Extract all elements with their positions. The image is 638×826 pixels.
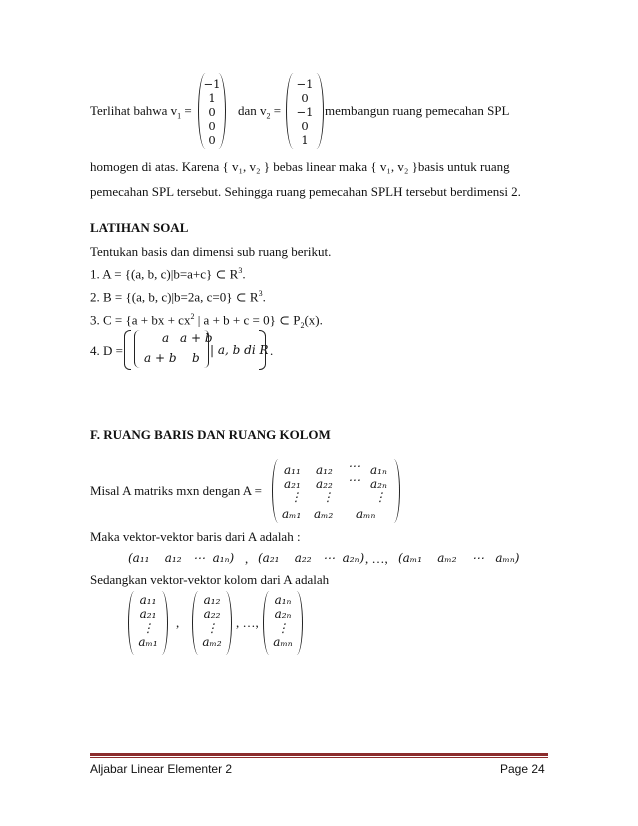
misal-text: Misal A matriks mxn dengan A =: [90, 483, 262, 498]
vector-v1: −1 1 0 0 0: [198, 73, 226, 149]
kolom-intro: Sedangkan vektor-vektor kolom dari A adalah: [90, 572, 330, 587]
row-sep-1: ,: [245, 551, 249, 566]
exercise-4-matrix-a: a: [162, 331, 170, 345]
row-vector-1: (a₁₁ a₁₂ ⋯ a₁ₙ): [128, 551, 235, 565]
exercise-4-set-brace-left: [124, 330, 131, 370]
para1-suffix: membangun ruang pemecahan SPL: [325, 103, 510, 118]
footer-page-number: Page 24: [500, 762, 545, 776]
latihan-heading: LATIHAN SOAL: [90, 220, 189, 235]
column-vector-2: a₁₂ a₂₂ ⋮ aₘ₂: [192, 591, 232, 655]
exercise-4-matrix-paren-left: [134, 330, 141, 368]
matrix-a: a₁₁ a₁₂ ⋯ a₁ₙ a₂₁ a₂₂ ⋯ a₂ₙ ⋮ ⋮ ⋮ aₘ₁ aₘ₂ aₘₙ: [272, 459, 400, 523]
column-vector-1: a₁₁ a₂₁ ⋮ aₘ₁: [128, 591, 168, 655]
para2-line2: pemecahan SPL tersebut. Sehingga ruang pemecahan SPLH tersebut berdimensi 2.: [90, 184, 521, 199]
para2-line1: homogen di atas. Karena { v₁, v₂ } bebas linear maka { v₁, v₂ }basis untuk ruang: [90, 159, 510, 174]
exercise-3: 3. C = {a + bx + $cx^2$ | a + b + c = 0} ⊂ $P_2(x)$.: [90, 312, 323, 330]
footer-rule-thin: [90, 757, 548, 758]
exercise-4-matrix-d: b: [192, 351, 200, 365]
section-f-heading: F. RUANG BARIS DAN RUANG KOLOM: [90, 427, 331, 442]
latihan-intro: Tentukan basis dan dimensi sub ruang berikut.: [90, 244, 332, 259]
baris-intro: Maka vektor-vektor baris dari A adalah :: [90, 529, 301, 544]
row-vector-m: (aₘ₁ aₘ₂ ⋯ aₘₙ): [398, 551, 520, 565]
col-sep-1: ,: [176, 615, 180, 630]
column-vector-n: a₁ₙ a₂ₙ ⋮ aₘₙ: [263, 591, 303, 655]
footer-title: Aljabar Linear Elementer 2: [90, 762, 233, 776]
footer-rule-thick: [90, 753, 548, 756]
para1-dan: dan $v_2$ =: [238, 103, 282, 121]
exercise-4-matrix-b: a + b: [180, 331, 213, 345]
exercise-4-set-brace-right: [259, 330, 266, 370]
exercise-4-matrix-c: a + b: [144, 351, 177, 365]
exercise-4-end: .: [270, 343, 274, 358]
para1-prefix: Terlihat bahwa $v_1$ =: [90, 103, 192, 121]
exercise-4-prefix: 4. D =: [90, 343, 123, 358]
vector-v2: −1 0 −1 0 1: [286, 73, 324, 149]
col-sep-2: , …,: [236, 615, 259, 630]
exercise-4-condition: | a, b di R: [210, 343, 269, 357]
row-vector-2: (a₂₁ a₂₂ ⋯ a₂ₙ): [258, 551, 365, 565]
exercise-1: 1. A = {(a, b, c)|b=a+c} ⊂ $R^3$.: [90, 266, 246, 282]
row-sep-2: , …,: [365, 551, 388, 566]
exercise-4-matrix-paren-right: [204, 330, 209, 368]
exercise-2: 2. B = {(a, b, c)|b=2a, c=0} ⊂ $R^3$.: [90, 289, 266, 305]
